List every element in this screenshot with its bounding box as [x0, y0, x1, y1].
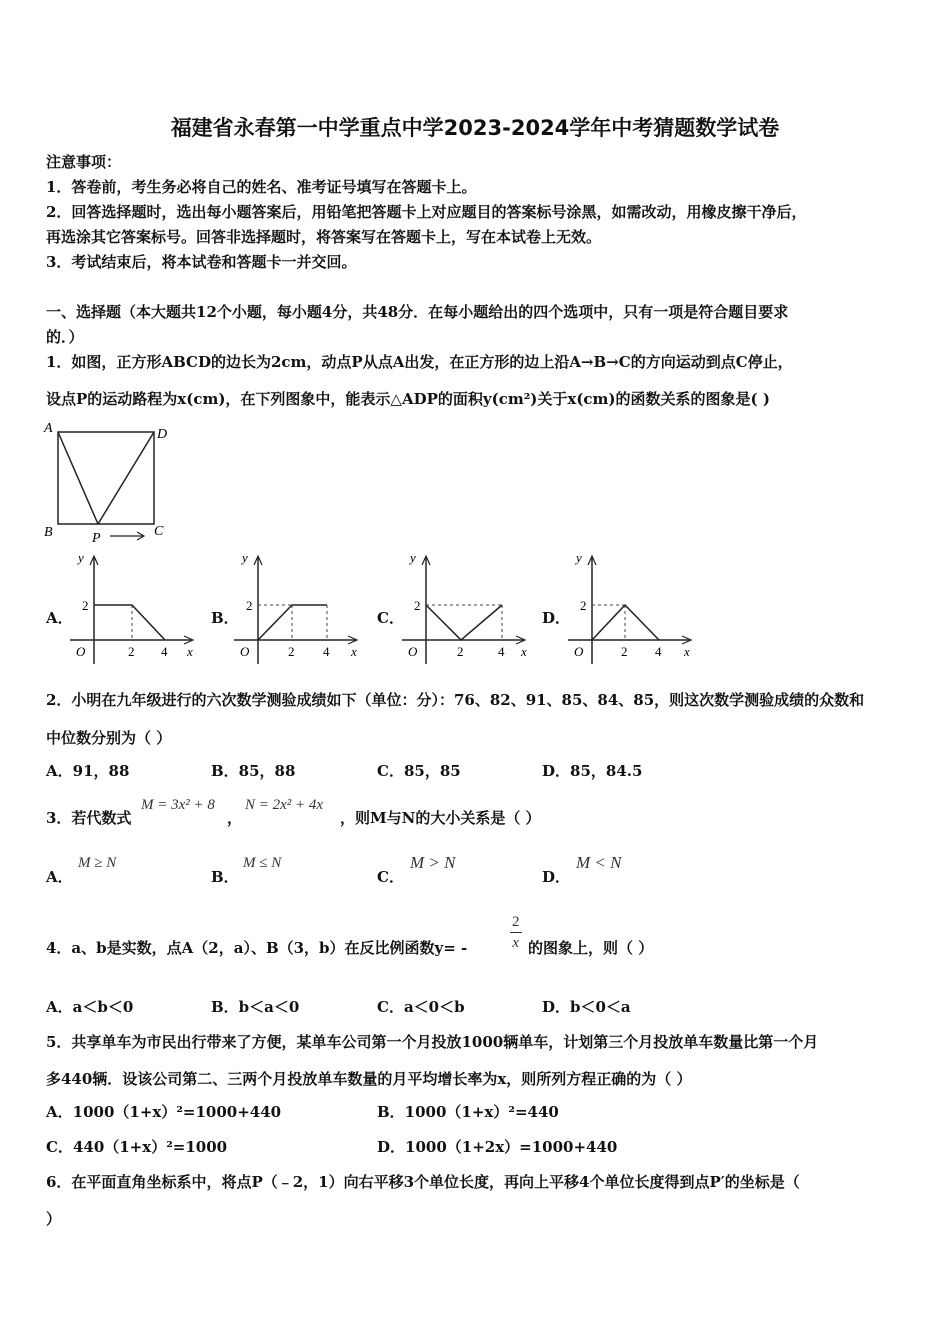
- q2-option-a[interactable]: A．91，88: [46, 762, 130, 780]
- q3-option-a[interactable]: A．: [46, 868, 73, 886]
- notice-item: 再选涂其它答案标号。回答非选择题时，将答案写在答题卡上，写在本试卷上无效。: [46, 228, 602, 246]
- q6-stem: 6．在平面直角坐标系中，将点P（﹣2，1）向右平移3个单位长度，再向上平移4个单位长度得到点P′的坐标是（: [46, 1173, 800, 1191]
- x-tick-2: 2: [621, 644, 628, 659]
- x-tick-2: 2: [457, 644, 464, 659]
- q4-fraction-denominator: x: [512, 935, 520, 951]
- q3-option-c[interactable]: C．: [377, 868, 404, 886]
- q3-m-expression: M = 3x² + 8: [141, 797, 215, 813]
- q4-option-a[interactable]: A．a＜b＜0: [46, 998, 134, 1016]
- q4-option-d[interactable]: D．b＜0＜a: [542, 998, 631, 1016]
- function-line: [592, 605, 659, 640]
- y-tick-2: 2: [580, 598, 587, 613]
- q3-separator: ，: [227, 809, 243, 827]
- label-b: B: [44, 525, 53, 540]
- notice-item: 3．考试结束后，将本试卷和答题卡一并交回。: [46, 253, 357, 271]
- x-tick-4: 4: [161, 644, 168, 659]
- q1-stem-cont: 设点P的运动路程为x(cm)，在下列图象中，能表示△ADP的面积y(cm²)关于x(cm)的函数关系的图象是( ): [46, 390, 770, 408]
- function-line: [426, 605, 502, 640]
- x-label: x: [684, 644, 690, 659]
- q2-stem-cont: 中位数分别为（ ）: [46, 729, 172, 747]
- q4-stem-suffix: 的图象上，则（ ）: [528, 939, 654, 957]
- q5-stem-cont: 多440辆．设该公司第二、三两个月投放单车数量的月平均增长率为x，则所列方程正确的为（ ）: [46, 1070, 692, 1088]
- q3-option-d-expr[interactable]: M < N: [576, 853, 622, 872]
- q6-stem-cont: ）: [46, 1210, 62, 1228]
- graph-d[interactable]: [564, 548, 704, 666]
- q1-option-a[interactable]: A．: [46, 609, 73, 627]
- origin-label: O: [76, 644, 86, 659]
- q1-option-c[interactable]: C．: [377, 609, 404, 627]
- q3-option-b[interactable]: B．: [211, 868, 239, 886]
- q3-option-d[interactable]: D．: [542, 868, 571, 886]
- page-title: 福建省永春第一中学重点中学2023-2024学年中考猜题数学试卷: [170, 116, 780, 140]
- origin-label: O: [240, 644, 250, 659]
- q4-option-c[interactable]: C．a＜0＜b: [377, 998, 465, 1016]
- label-p: P: [92, 531, 101, 546]
- x-tick-4: 4: [323, 644, 330, 659]
- q2-option-c[interactable]: C．85，85: [377, 762, 461, 780]
- q5-option-b[interactable]: B．1000（1+x）²=440: [377, 1103, 559, 1121]
- q3-option-a-expr[interactable]: M ≥ N: [78, 855, 117, 871]
- notice-heading: 注意事项：: [46, 153, 122, 171]
- function-line: [94, 605, 165, 640]
- q3-option-c-expr[interactable]: M > N: [410, 853, 456, 872]
- q1-option-b[interactable]: B．: [211, 609, 239, 627]
- segment-ap: [58, 432, 98, 524]
- q4-fraction: [510, 912, 522, 953]
- section-heading-cont: 的．）: [46, 328, 84, 346]
- x-tick-4: 4: [655, 644, 662, 659]
- q3-stem-suffix: ，则M与N的大小关系是（ ）: [340, 809, 541, 827]
- label-d: D: [157, 427, 168, 442]
- q4-option-b[interactable]: B．b＜a＜0: [211, 998, 300, 1016]
- section-heading: 一、选择题（本大题共12个小题，每小题4分，共48分．在每小题给出的四个选项中，只有一项是符合题目要求: [46, 303, 789, 321]
- segment-pd: [98, 432, 154, 524]
- q3-stem-prefix: 3．若代数式: [46, 809, 132, 827]
- origin-label: O: [574, 644, 584, 659]
- q3-n-expression: N = 2x² + 4x: [245, 797, 324, 813]
- y-label: y: [576, 550, 582, 565]
- x-label: x: [187, 644, 193, 659]
- q2-stem: 2．小明在九年级进行的六次数学测验成绩如下（单位：分）：76、82、91、85、84、85，则这次数学测验成绩的众数和: [46, 691, 865, 709]
- y-label: y: [78, 550, 84, 565]
- notice-item: 2．回答选择题时，选出每小题答案后，用铅笔把答题卡上对应题目的答案标号涂黑，如需改动，用橡皮擦干净后，: [46, 203, 807, 221]
- q1-option-d[interactable]: D．: [542, 609, 571, 627]
- notice-item: 1．答卷前，考生务必将自己的姓名、准考证号填写在答题卡上。: [46, 178, 477, 196]
- q2-option-b[interactable]: B．85，88: [211, 762, 296, 780]
- x-label: x: [521, 644, 527, 659]
- graph-b[interactable]: [230, 548, 370, 666]
- x-label: x: [351, 644, 357, 659]
- y-label: y: [410, 550, 416, 565]
- function-line: [258, 605, 327, 640]
- y-tick-2: 2: [246, 598, 253, 613]
- x-tick-4: 4: [498, 644, 505, 659]
- q4-fraction-numerator: 2: [510, 912, 522, 933]
- x-tick-2: 2: [288, 644, 295, 659]
- label-c: C: [154, 524, 164, 539]
- q5-option-c[interactable]: C．440（1+x）²=1000: [46, 1138, 228, 1156]
- label-a: A: [44, 421, 53, 436]
- x-tick-2: 2: [128, 644, 135, 659]
- q5-option-a[interactable]: A．1000（1+x）²=1000+440: [46, 1103, 282, 1121]
- origin-label: O: [408, 644, 418, 659]
- square-figure: [40, 418, 180, 548]
- graph-a[interactable]: [66, 548, 206, 666]
- q1-stem: 1．如图，正方形ABCD的边长为2cm，动点P从点A出发，在正方形的边上沿A→B→C的方向运动到点C停止，: [46, 353, 793, 371]
- graph-c[interactable]: [398, 548, 538, 666]
- y-tick-2: 2: [82, 598, 89, 613]
- y-label: y: [242, 550, 248, 565]
- q3-option-b-expr[interactable]: M ≤ N: [243, 855, 282, 871]
- y-tick-2: 2: [414, 598, 421, 613]
- q4-stem-prefix: 4．a、b是实数，点A（2，a）、B（3，b）在反比例函数y= -: [46, 939, 468, 957]
- q2-option-d[interactable]: D．85，84.5: [542, 762, 643, 780]
- q5-stem: 5．共享单车为市民出行带来了方便，某单车公司第一个月投放1000辆单车，计划第三个月投放单车数量比第一个月: [46, 1033, 819, 1051]
- q5-option-d[interactable]: D．1000（1+2x）=1000+440: [377, 1138, 618, 1156]
